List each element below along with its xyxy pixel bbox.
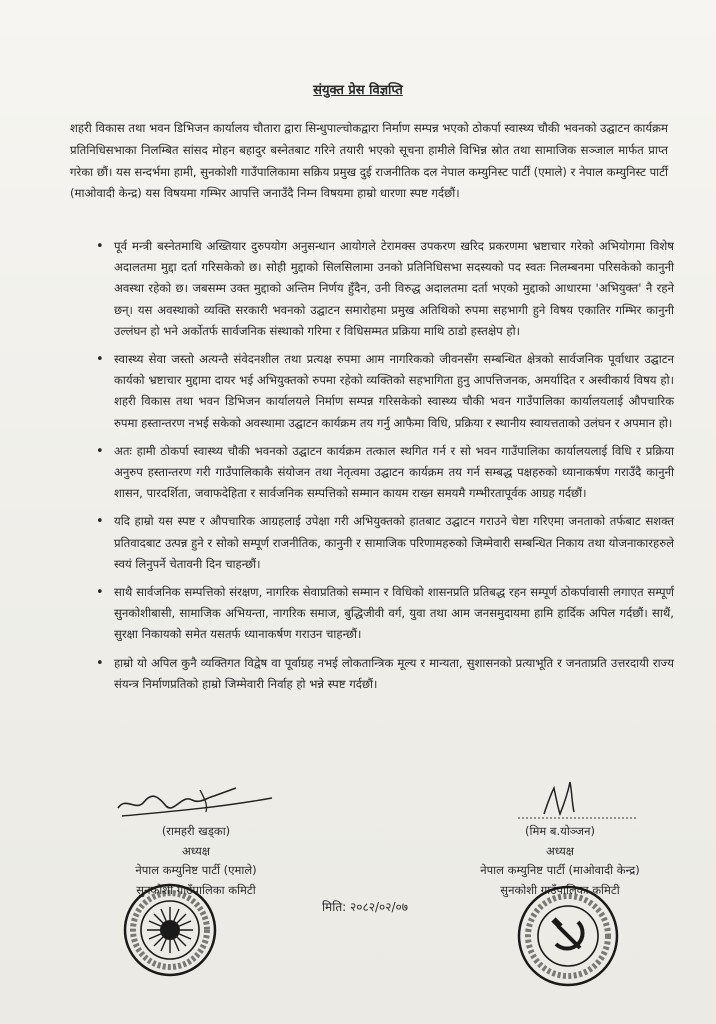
handwritten-signature-icon bbox=[448, 778, 672, 822]
seal-stamp-icon bbox=[122, 882, 218, 978]
intro-paragraph: शहरी विकास तथा भवन डिभिजन कार्यालय चौतारा द्वारा सिन्धुपाल्चोकद्वारा निर्माण सम्पन्न भएको ठोकर्पा स्वास्थ्य चौकी भवनको उद्घाटन कार्यक्रम प्रतिनिधिसभाका निलम्बित सांसद मोहन बहादुर बस्नेतबाट गरिने तयारी भएको सूचना हामीले विभिन्न स्रोत तथा सामाजिक सञ्जाल मार्फत प्राप्त गरेका छौं। यस सन्दर्भमा हामी, सुनकोशी गाउँपालिकामा सक्रिय प्रमुख दुई राजनीतिक दल नेपाल कम्युनिस्ट पार्टी (एमाले) र नेपाल कम्युनिस्ट पार्टी (माओवादी केन्द्र) यस विषयमा गम्भिर आपत्ति जनाउँदै निम्न विषयमा हाम्रो धारणा स्पष्ट गर्दछौं। bbox=[70, 121, 668, 201]
bullet-icon: • bbox=[96, 352, 104, 368]
point-text: स्वास्थ्य सेवा जस्तो अत्यन्तै संवेदनशील तथा प्रत्यक्ष रुपमा आम नागरिकको जीवनसँग सम्बन्धित क्षेत्रको सार्वजनिक पूर्वाधार उद्घाटन कार्यको भ्रष्टाचार मुद्दामा दायर भई अभियुक्तको रुपमा रहेको व्यक्तिको सहभागिता हुनु आपत्तिजनक, अमर्यादित र अस्वीकार्य विषय हो। शहरी विकास तथा भवन डिभिजन कार्यालयले निर्माण सम्पन्न गरिसकेको स्वास्थ्य चौकी भवन गाउँपालिका कार्यालयलाई औपचारिक रुपमा हस्तान्तरण नभई सकेको अवस्थामा उद्घाटन कार्यक्रम तय गर्नु आफैमा विधि, प्रक्रिया र स्थानीय स्वायत्तताको उलंघन र अपमान हो। bbox=[114, 352, 674, 430]
points-list bbox=[96, 236, 674, 702]
party-seal-left bbox=[122, 882, 218, 978]
list-item bbox=[96, 653, 674, 695]
point-text: यदि हाम्रो यस स्पष्ट र औपचारिक आग्रहलाई उपेक्षा गरी अभियुक्तको हातबाट उद्घाटन गराउने चेष्टा गरिएमा जनताको तर्फबाट सशक्त प्रतिवादबाट उत्पन्न हुने र सोको सम्पूर्ण राजनीतिक, कानुनी र सामाजिक परिणामहरुको जिम्मेवारी सम्बन्धित निकाय तथा योजनाकारहरुले स्वयं लिनुपर्ने चेतावनी दिन चाहन्छौं। bbox=[114, 514, 674, 571]
signatory-name-left: (रामहरी खड्का) bbox=[161, 824, 231, 838]
list-item bbox=[96, 349, 674, 434]
document-date: मिति: २०८२/०२/०७ bbox=[321, 900, 409, 914]
list-item bbox=[96, 511, 674, 575]
signatory-role-left: अध्यक्ष bbox=[181, 843, 211, 858]
point-text: साथै सार्वजनिक सम्पत्तिको संरक्षण, नागरिक सेवाप्रतिको सम्मान र विधिको शासनप्रति प्रतिबद्ध रहन सम्पूर्ण ठोकर्पावासी लगाएत सम्पूर्ण सुनकोशीबासी, सामाजिक अभियन्ता, नागरिक समाज, बुद्धिजीवी वर्ग, युवा तथा आम जनसमुदायमा हामि हार्दिक अपिल गर्दछौं। साथैं, सुरक्षा निकायको समेत यसतर्फ ध्यानाकर्षण गराउन चाहन्छौं। bbox=[114, 585, 674, 642]
signatory-party-right: नेपाल कम्युनिष्ट पार्टी (माओवादी केन्द्र) bbox=[480, 863, 640, 877]
list-item bbox=[96, 236, 674, 342]
signature-mark-left bbox=[96, 778, 296, 822]
point-text: अतः हामी ठोकर्पा स्वास्थ्य चौकी भवनको उद्घाटन कार्यक्रम तत्काल स्थगित गर्न र सो भवन गाउँपालिका कार्यालयलाई विधि र प्रक्रिया अनुरुप हस्तान्तरण गरी गाउँपालिकाकै संयोजन तथा नेतृत्वमा उद्घाटन कार्यक्रम तय गर्न सम्बद्ध पक्षहरुको ध्यानाकर्षण गराउँदै कानुनी शासन, पारदर्शिता, जवाफदेहिता र सार्वजनिक सम्पत्तिको सम्मान कायम राख्न समयमै गम्भीरतापूर्वक आग्रह गर्दछौं। bbox=[114, 443, 674, 501]
page-title: संयुक्त प्रेस विज्ञप्ति bbox=[313, 83, 403, 98]
handwritten-signature-icon bbox=[96, 778, 296, 822]
seal-stamp-icon bbox=[516, 884, 620, 988]
signatory-role-right: अध्यक्ष bbox=[545, 843, 575, 858]
signatory-committee-left: सुनकोशी गाउँपालिका कमिटी bbox=[136, 882, 256, 897]
point-text: हाम्रो यो अपिल कुनै व्यक्तिगत विद्वेष वा पूर्वाग्रह नभई लोकतान्त्रिक मूल्य र मान्यता, सुशासनको प्रत्याभूति र जनताप्रति उत्तरदायी राज्य संयन्त्र निर्माणप्रतिको हाम्रो जिम्मेवारी निर्वाह हो भन्ने स्पष्ट गर्दछौं। bbox=[114, 655, 674, 691]
signatory-committee-right: सुनकोशी गाउँपालिका कमिटी bbox=[500, 882, 620, 897]
signatory-name-right: (मिम ब.योञ्जन) bbox=[525, 824, 595, 838]
bullet-icon: • bbox=[96, 443, 104, 459]
signature-block-right bbox=[448, 778, 672, 900]
list-item bbox=[96, 441, 674, 505]
bullet-icon: • bbox=[96, 239, 104, 254]
bullet-icon: • bbox=[96, 585, 104, 601]
list-item bbox=[96, 582, 674, 646]
party-seal-right bbox=[516, 884, 620, 988]
point-text: पूर्व मन्त्री बस्नेतमाथि अख्तियार दुरुपयोग अनुसन्धान आयोगले टेरामक्स उपकरण खरिद प्रकरणमा भ्रष्टाचार गरेको अभियोगमा विशेष अदालतमा मुद्दा दर्ता गरिसकेको छ। सोही मुद्दाको सिलसिलामा उनको प्रतिनिधिसभा सदस्यको पद स्वतः निलम्बनमा परिसकेको कानुनी अवस्था रहेको छ। जबसम्म उक्त मुद्दाको अन्तिम निर्णय हुँदैन, उनी विरुद्ध अदालतमा दर्ता भएको मुद्दाको आधारमा 'अभियुक्त' नै रहने छन्। यस अवस्थाको व्यक्ति सरकारी भवनको उद्घाटन समारोहमा प्रमुख अतिथिको रुपमा सहभागी हुने विषय एकातिर गम्भिर कानुनी उल्लंघन हो भने अर्कोतर्फ सार्वजनिक संस्थाको गरिमा र विधिसम्मत प्रक्रिया माथि ठाडो हस्तक्षेप हो। bbox=[114, 239, 674, 338]
signatory-party-left: नेपाल कम्युनिष्ट पार्टी (एमाले) bbox=[135, 863, 257, 877]
bullet-icon: • bbox=[96, 514, 104, 530]
signature-mark-right bbox=[448, 778, 672, 822]
bullet-icon: • bbox=[96, 655, 104, 671]
